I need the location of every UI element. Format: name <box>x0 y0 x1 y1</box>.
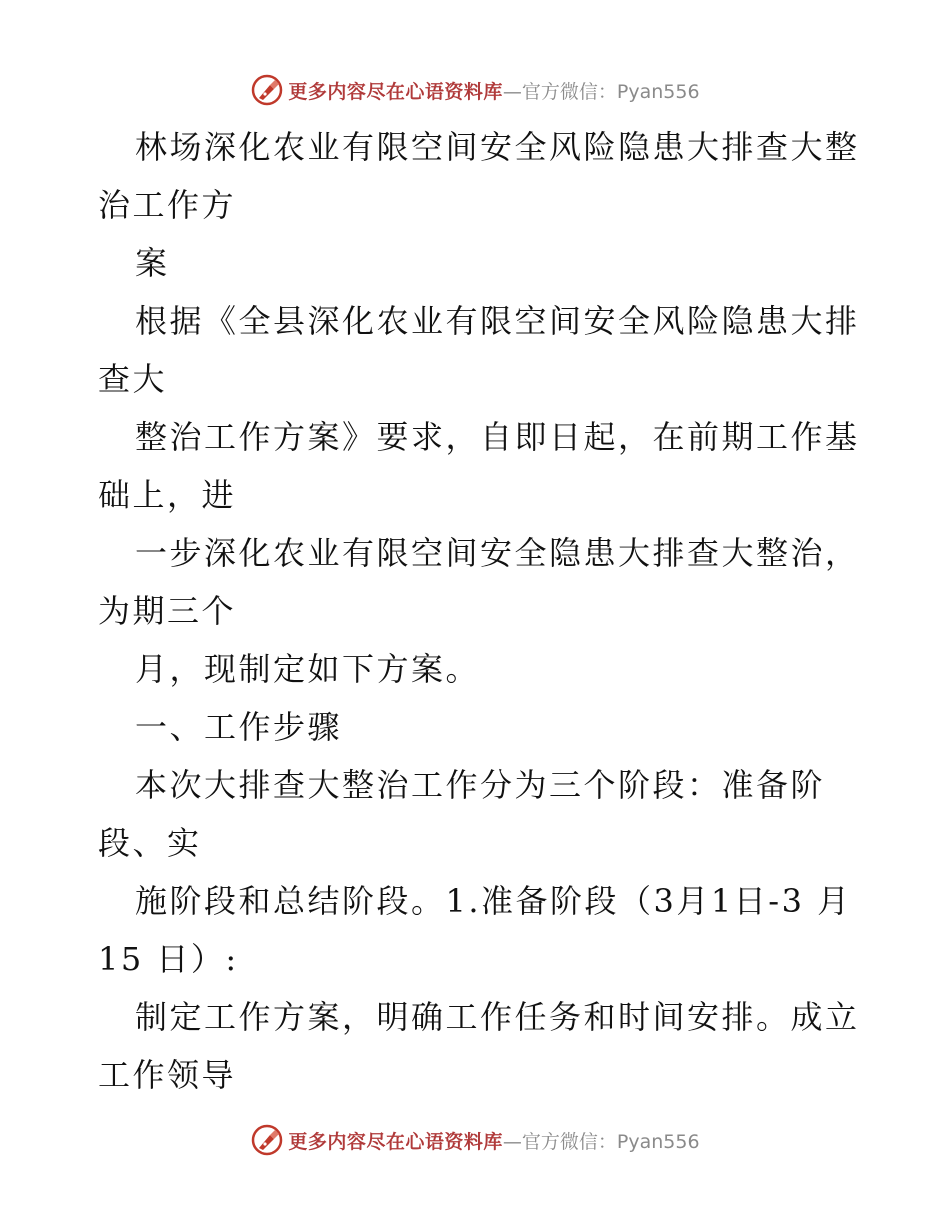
watermark-lead: 更多内容尽在心语资料库 <box>288 80 503 103</box>
paragraph-line: 一步深化农业有限空间安全隐患大排查大整治， <box>135 534 860 572</box>
pen-nib-logo-icon <box>250 73 284 107</box>
section-heading: 一、工作步骤 <box>135 708 343 746</box>
paragraph-line: 为期三个 <box>98 592 237 630</box>
paragraph-line: 查大 <box>98 360 168 398</box>
paragraph-line: 工作领导 <box>98 1056 237 1094</box>
watermark-text <box>288 1127 699 1154</box>
pen-nib-logo-icon <box>250 1123 284 1157</box>
paragraph-line: 案 <box>135 244 170 282</box>
watermark-lead: 更多内容尽在心语资料库 <box>288 1130 503 1153</box>
paragraph-line: 制定工作方案，明确工作任务和时间安排。成立 <box>135 998 860 1036</box>
paragraph-line: 月，现制定如下方案。 <box>135 650 481 688</box>
footer-watermark-banner <box>0 1120 950 1160</box>
paragraph-line: 根据《全县深化农业有限空间安全风险隐患大排 <box>135 302 860 340</box>
paragraph-line: 施阶段和总结阶段。1.准备阶段（3月1日-3 月 <box>135 882 852 920</box>
paragraph-line: 整治工作方案》要求，自即日起，在前期工作基 <box>135 418 860 456</box>
watermark-contact: —官方微信：Pyan556 <box>502 80 700 103</box>
header-watermark-banner <box>0 70 950 110</box>
paragraph-line: 础上，进 <box>98 476 237 514</box>
paragraph-line: 段、实 <box>98 824 202 862</box>
paragraph-line: 治工作方 <box>98 186 237 224</box>
paragraph-line: 林场深化农业有限空间安全风险隐患大排查大整 <box>135 128 860 166</box>
document-body <box>98 118 858 1104</box>
watermark-text <box>288 77 699 104</box>
watermark-contact: —官方微信：Pyan556 <box>502 1130 700 1153</box>
paragraph-line: 本次大排查大整治工作分为三个阶段：准备阶 <box>135 766 826 804</box>
paragraph-line: 15 日）: <box>98 940 239 978</box>
